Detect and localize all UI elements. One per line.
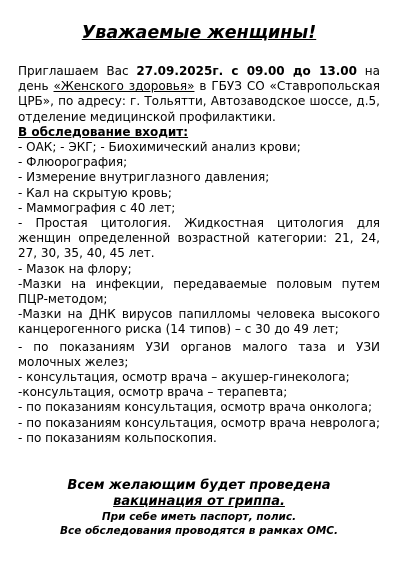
exam-item: - Маммография с 40 лет; <box>18 200 176 215</box>
event-date-time: 27.09.2025г. с 09.00 до 13.00 <box>136 64 357 78</box>
exam-heading: В обследование входит: <box>18 124 189 139</box>
announcement-body <box>18 64 380 446</box>
exam-item: - по показаниям консультация, осмотр врача онколога; <box>18 400 372 415</box>
exam-item: - ОАК; - ЭКГ; - Биохимический анализ крови; <box>18 140 301 155</box>
exam-item: - Простая цитология. Жидкостная цитология для женщин определенной возрастной категории: 21, 24, 27, 30, 35, 40, 45 лет. <box>18 216 380 261</box>
footer-note <box>18 478 380 538</box>
intro-on: на день <box>18 64 381 94</box>
exam-item: - Флюорография; <box>18 155 128 170</box>
intro-invite: Приглашаем Вас <box>18 64 137 78</box>
exam-item: - Кал на скрытую кровь; <box>18 185 172 200</box>
exam-item: - Измерение внутриглазного давления; <box>18 170 270 185</box>
event-place: в ГБУЗ СО «Ставропольская ЦРБ», по адресу: г. Тольятти, Автозаводское шоссе, д.5, отделение медицинской профилактики. <box>18 79 381 124</box>
exam-item: -Мазки на ДНК вирусов папилломы человека высокого канцерогенного риска (14 типов) – с 30 до 49 лет; <box>18 307 380 337</box>
documents-note: При себе иметь паспорт, полис. <box>101 511 297 523</box>
vaccination-line-2: вакцинация от гриппа. <box>113 494 285 509</box>
exam-item: -консультация, осмотр врача – терапевта; <box>18 385 288 400</box>
page-title: Уважаемые женщины! <box>81 23 317 43</box>
announcement-page <box>18 22 380 446</box>
oms-note: Все обследования проводятся в рамках ОМС. <box>60 525 338 537</box>
exam-item: -Мазки на инфекции, передаваемые половым путем ПЦР-методом; <box>18 276 380 307</box>
exam-list <box>18 140 380 446</box>
exam-item: - Мазок на флору; <box>18 261 132 276</box>
intro-paragraph <box>18 64 380 125</box>
exam-item: - по показаниям консультация, осмотр врача невролога; - по показаниям кольпоскопия. <box>18 415 380 445</box>
vaccination-line-1: Всем желающим будет проведена <box>67 478 331 493</box>
exam-item: - по показаниям УЗИ органов малого таза и УЗИ молочных желез; <box>18 339 380 369</box>
event-name: «Женского здоровья» <box>53 79 195 94</box>
exam-item: - консультация, осмотр врача – акушер-гинеколога; <box>18 370 350 385</box>
